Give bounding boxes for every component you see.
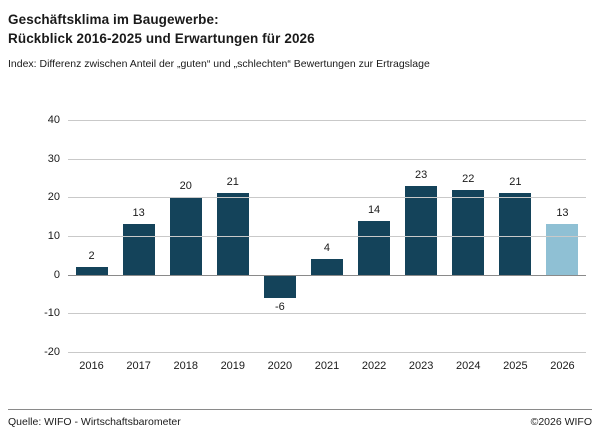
y-axis-tick-label: 40 <box>47 114 60 126</box>
bar-value-label: 20 <box>179 180 192 193</box>
bar <box>405 186 437 275</box>
bar-value-label: 4 <box>323 242 331 255</box>
x-axis-tick-label: 2021 <box>314 360 340 372</box>
gridline <box>68 236 586 237</box>
bar <box>452 190 484 275</box>
y-axis-tick-label: 0 <box>53 268 60 281</box>
page-title-line-1: Geschäftsklima im Baugewerbe: <box>8 12 219 27</box>
y-axis-tick-label: -10 <box>44 307 60 320</box>
gridline <box>68 313 586 314</box>
x-axis-tick-label: 2026 <box>550 360 575 372</box>
chart-footer <box>8 416 592 428</box>
footer-divider <box>8 409 592 410</box>
source-note: Quelle: WIFO - Wirtschaftsbarometer <box>8 416 181 428</box>
bar-value-label: 22 <box>462 172 475 185</box>
chart-area <box>8 108 592 378</box>
bar-value-label: 13 <box>132 207 145 220</box>
bar-value-label: 2 <box>88 249 95 262</box>
page-title-line-2: Rückblick 2016-2025 und Erwartungen für 2026 <box>8 31 315 46</box>
x-axis-tick-label: 2024 <box>456 360 481 372</box>
y-axis-tick-label: 20 <box>47 191 60 204</box>
x-axis-tick-label: 2016 <box>79 360 104 372</box>
plot-region <box>44 114 586 358</box>
chart-header <box>8 10 592 71</box>
bar <box>358 221 390 275</box>
bar-value-label: 23 <box>415 168 428 181</box>
gridline <box>68 197 586 198</box>
chart-subtitle: Index: Differenz zwischen Anteil der „guten“ und „schlechten“ Bewertungen zur Ertragslage <box>8 58 430 70</box>
gridline <box>68 159 586 160</box>
y-axis-tick-label: 30 <box>47 152 60 165</box>
bar-value-label: -6 <box>275 300 285 313</box>
bar-value-label: 13 <box>556 207 569 220</box>
bar-value-label: 21 <box>509 176 522 189</box>
x-axis-tick-label: 2022 <box>361 360 387 372</box>
x-axis-line <box>68 352 586 353</box>
bar <box>546 224 578 274</box>
x-axis-tick-label: 2019 <box>220 360 246 372</box>
gridline <box>68 120 586 121</box>
x-axis-tick-label: 2023 <box>408 360 434 372</box>
x-axis-tick-label: 2018 <box>173 360 198 372</box>
bar-value-label: 14 <box>367 203 381 216</box>
copyright-note: ©2026 WIFO <box>530 416 592 428</box>
zero-gridline <box>68 275 586 276</box>
x-axis-tick-label: 2020 <box>267 360 293 372</box>
bar-value-label: 21 <box>226 176 239 189</box>
x-axis-labels <box>68 360 586 378</box>
y-axis-tick-label: -20 <box>44 346 60 358</box>
bar <box>311 259 343 274</box>
bar <box>76 267 108 275</box>
x-axis-tick-label: 2017 <box>126 360 151 372</box>
bar <box>264 275 296 298</box>
bar <box>499 193 531 274</box>
y-axis-tick-label: 10 <box>47 230 60 242</box>
x-axis-tick-label: 2025 <box>503 360 528 372</box>
bar <box>123 224 155 274</box>
bar <box>217 193 249 274</box>
